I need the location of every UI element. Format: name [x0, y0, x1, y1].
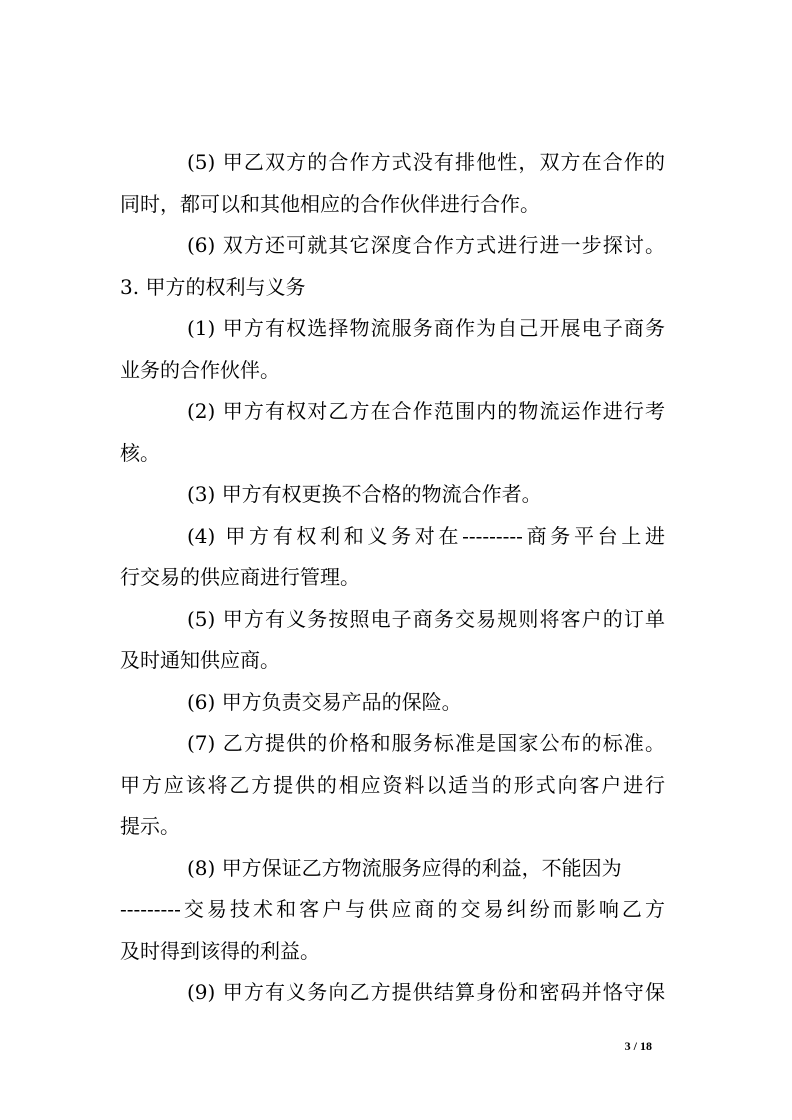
text-line: (7) 乙方提供的价格和服务标准是国家公布的标准。 [187, 731, 665, 755]
text-line: ---------交易技术和客户与供应商的交易纠纷而影响乙方 [120, 897, 665, 921]
text-line: 核。 [120, 440, 160, 465]
document-body [120, 142, 665, 1014]
text-line: 甲方应该将乙方提供的相应资料以适当的形式向客户进行 [120, 772, 665, 797]
text-line: 行交易的供应商进行管理。 [120, 565, 360, 589]
text-line: (8) 甲方保证乙方物流服务应得的利益，不能因为 [187, 855, 622, 880]
text-line: 同时，都可以和其他相应的合作伙伴进行合作。 [120, 191, 540, 216]
text-line: 业务的合作伙伴。 [120, 357, 280, 382]
text-line: (3) 甲方有权更换不合格的物流合作者。 [187, 482, 542, 506]
text-line: 及时通知供应商。 [120, 648, 280, 672]
text-line: (6) 甲方负责交易产品的保险。 [187, 689, 462, 714]
text-line: (5) 甲方有义务按照电子商务交易规则将客户的订单 [187, 606, 665, 631]
page-number: 3 / 18 [624, 1039, 652, 1053]
text-line: (5) 甲乙双方的合作方式没有排他性，双方在合作的 [187, 150, 665, 174]
text-line: (6) 双方还可就其它深度合作方式进行进一步探讨。 [187, 233, 665, 257]
text-line: (2) 甲方有权对乙方在合作范围内的物流运作进行考 [187, 399, 665, 423]
text-line: (4) 甲方有权利和义务对在---------商务平台上进 [187, 523, 665, 548]
text-line: (9) 甲方有义务向乙方提供结算身份和密码并恪守保 [187, 980, 665, 1004]
section-heading: 3. 甲方的权利与义务 [120, 274, 306, 299]
text-line: 提示。 [120, 814, 180, 838]
text-line: 及时得到该得的利益。 [120, 938, 320, 963]
text-line: (1) 甲方有权选择物流服务商作为自己开展电子商务 [187, 316, 665, 340]
